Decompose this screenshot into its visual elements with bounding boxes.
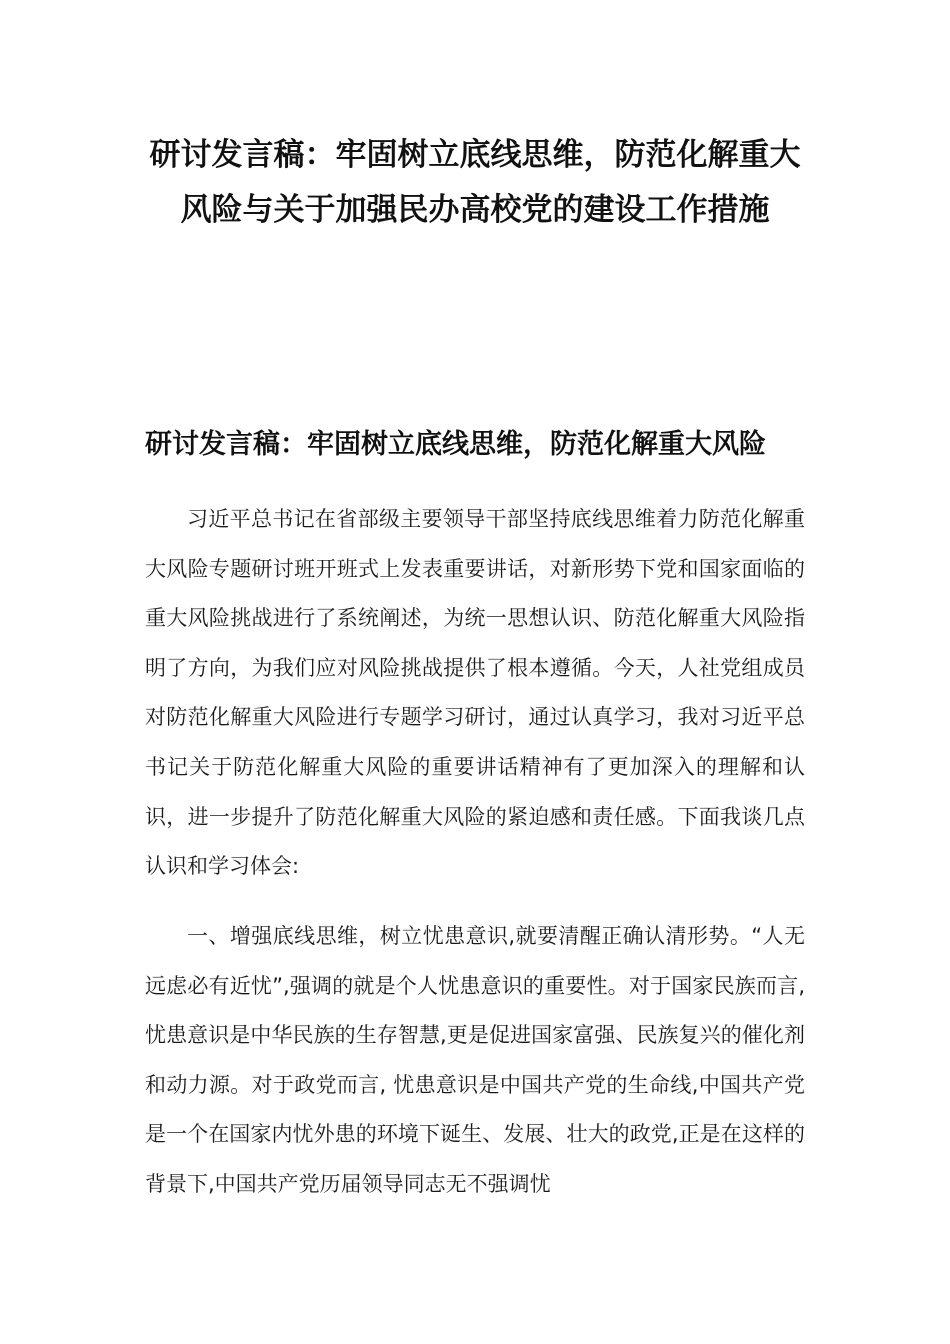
body-paragraph-2: 一、增强底线思维，树立忧患意识,就要清醒正确认清形势。“人无远虑必有近忧”,强调的就是个人忧患意识的重要性。对于国家民族而言,忧患意识是中华民族的生存智慧,更是促进国家富强、民族复兴的催化剂和动力源。对于政党而言, 忧患意识是中国共产党的生命线,中国共产党是一个在国家内忧外患的环境下诞生、发展、壮大的政党,正是在这样的背景下,中国共产党历届领导同志无不强调忧: [145, 924, 805, 1196]
section-heading: 研讨发言稿：牢固树立底线思维，防范化解重大风险: [145, 429, 766, 460]
body-paragraph-1: 习近平总书记在省部级主要领导干部坚持底线思维着力防范化解重大风险专题研讨班开班式上发表重要讲话，对新形势下党和国家面临的重大风险挑战进行了系统阐述，为统一思想认识、防范化解重大风险指明了方向，为我们应对风险挑战提供了根本遵循。今天，人社党组成员对防范化解重大风险进行专题学习研讨，通过认真学习，我对习近平总书记关于防范化解重大风险的重要讲话精神有了更加深入的理解和认识，进一步提升了防范化解重大风险的紧迫感和责任感。下面我谈几点认识和学习体会:: [145, 507, 805, 879]
document-title: 研讨发言稿：牢固树立底线思维，防范化解重大风险与关于加强民办高校党的建设工作措施: [149, 137, 801, 228]
